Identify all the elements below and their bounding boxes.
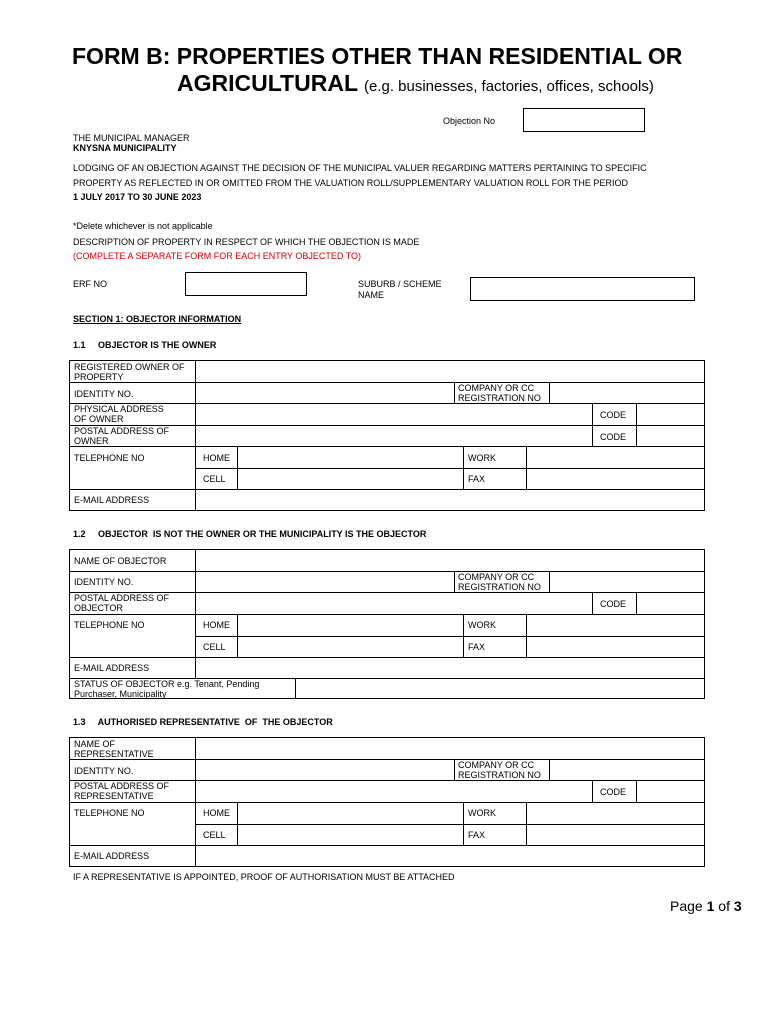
s12-telephone-label: TELEPHONE NO — [74, 620, 145, 630]
s12-heading: 1.2 OBJECTOR IS NOT THE OWNER OR THE MUNICIPALITY IS THE OBJECTOR — [73, 529, 427, 539]
s11-code-field-1[interactable] — [637, 404, 705, 425]
description-label: DESCRIPTION OF PROPERTY IN RESPECT OF WHICH THE OBJECTION IS MADE — [73, 237, 420, 247]
s12-table — [69, 549, 705, 699]
s12-postal-label: POSTAL ADDRESS OF OBJECTOR — [74, 593, 170, 613]
intro-period: 1 JULY 2017 TO 30 JUNE 2023 — [73, 192, 202, 202]
s11-code-label-2: CODE — [600, 432, 627, 442]
s12-email-field[interactable] — [196, 658, 705, 678]
section1-heading: SECTION 1: OBJECTOR INFORMATION — [73, 314, 242, 324]
delete-note: *Delete whichever is not applicable — [73, 221, 213, 231]
s13-cell-label: CELL — [203, 830, 226, 840]
s11-company-label: COMPANY OR CC REGISTRATION NO — [458, 383, 541, 403]
s12-company-field[interactable] — [550, 572, 705, 592]
erf-label: ERF NO — [73, 279, 108, 289]
s11-company-field[interactable] — [550, 383, 705, 403]
addressee-line1: THE MUNICIPAL MANAGER — [73, 133, 190, 143]
s11-postal-label: POSTAL ADDRESS OF OWNER — [74, 426, 170, 446]
intro-line1: LODGING OF AN OBJECTION AGAINST THE DECISION OF THE MUNICIPAL VALUER REGARDING MATTERS PERTAINING TO SPECIFIC — [73, 163, 647, 173]
s13-email-field[interactable] — [196, 846, 705, 866]
addressee-line2: KNYSNA MUNICIPALITY — [73, 143, 177, 153]
objection-no-label: Objection No — [443, 116, 496, 126]
s12-cell-label: CELL — [203, 642, 226, 652]
s11-heading: 1.1 OBJECTOR IS THE OWNER — [73, 340, 217, 350]
s12-name-field[interactable] — [196, 551, 705, 571]
s12-identity-field[interactable] — [196, 572, 454, 592]
s13-heading: 1.3 AUTHORISED REPRESENTATIVE OF THE OBJECTOR — [73, 717, 333, 727]
s11-identity-label: IDENTITY NO. — [74, 389, 134, 399]
s11-home-label: HOME — [203, 453, 230, 463]
s11-postal-field[interactable] — [196, 426, 592, 446]
suburb-label-1: SUBURB / SCHEME — [358, 279, 442, 289]
s11-work-label: WORK — [468, 453, 496, 463]
s12-work-label: WORK — [468, 620, 496, 630]
s13-fax-field[interactable] — [527, 825, 705, 845]
s13-email-label: E-MAIL ADDRESS — [74, 851, 150, 861]
s11-physical-label: PHYSICAL ADDRESS OF OWNER — [74, 404, 164, 424]
s13-name-field[interactable] — [196, 739, 705, 759]
s11-work-field[interactable] — [527, 447, 705, 468]
s11-email-label: E-MAIL ADDRESS — [74, 495, 150, 505]
s13-telephone-label: TELEPHONE NO — [74, 808, 145, 818]
footer-note: IF A REPRESENTATIVE IS APPOINTED, PROOF OF AUTHORISATION MUST BE ATTACHED — [73, 872, 455, 882]
s12-name-label: NAME OF OBJECTOR — [74, 556, 167, 566]
page-number: Page 1 of 3 — [670, 898, 742, 914]
s12-work-field[interactable] — [527, 615, 705, 636]
s13-code-field[interactable] — [637, 781, 705, 802]
s11-physical-field[interactable] — [196, 404, 592, 425]
s12-home-label: HOME — [203, 620, 230, 630]
s12-code-field[interactable] — [637, 593, 705, 614]
s12-identity-label: IDENTITY NO. — [74, 577, 134, 587]
s13-identity-label: IDENTITY NO. — [74, 766, 134, 776]
s13-postal-label: POSTAL ADDRESS OF REPRESENTATIVE — [74, 781, 170, 801]
s11-owner-field[interactable] — [196, 362, 705, 382]
form-title-main: AGRICULTURAL — [177, 70, 358, 96]
objection-no-field[interactable] — [523, 108, 645, 132]
suburb-label-2: NAME — [358, 290, 385, 300]
s13-name-label: NAME OF REPRESENTATIVE — [74, 739, 154, 759]
s13-fax-label: FAX — [468, 830, 486, 840]
s11-identity-field[interactable] — [196, 383, 454, 403]
s12-status-field[interactable] — [296, 679, 705, 699]
s13-home-label: HOME — [203, 808, 230, 818]
s11-owner-label: REGISTERED OWNER OF PROPERTY — [74, 362, 185, 382]
s11-table — [69, 360, 705, 511]
s11-code-label-1: CODE — [600, 410, 627, 420]
intro-line2: PROPERTY AS REFLECTED IN OR OMITTED FROM THE VALUATION ROLL/SUPPLEMENTARY VALUATION ROLL FOR THE PERIOD — [73, 178, 628, 188]
s13-work-field[interactable] — [527, 803, 705, 824]
form-title-line2 — [177, 70, 654, 97]
s13-cell-field[interactable] — [238, 825, 463, 845]
s11-cell-field[interactable] — [238, 469, 463, 489]
form-title-subtitle: (e.g. businesses, factories, offices, schools) — [363, 78, 654, 95]
s13-company-label: COMPANY OR CC REGISTRATION NO — [458, 760, 541, 780]
s12-company-label: COMPANY OR CC REGISTRATION NO — [458, 572, 541, 592]
s13-code-label: CODE — [600, 787, 627, 797]
s12-status-label: STATUS OF OBJECTOR e.g. Tenant, Pending Purchaser, Municipality — [74, 679, 260, 699]
s11-home-field[interactable] — [238, 447, 463, 468]
s11-fax-label: FAX — [468, 474, 486, 484]
separate-form-note: (COMPLETE A SEPARATE FORM FOR EACH ENTRY OBJECTED TO) — [73, 251, 362, 261]
suburb-field[interactable] — [470, 277, 695, 301]
s11-telephone-label: TELEPHONE NO — [74, 453, 145, 463]
s12-fax-field[interactable] — [527, 637, 705, 657]
s11-fax-field[interactable] — [527, 469, 705, 489]
s12-home-field[interactable] — [238, 615, 463, 636]
s13-work-label: WORK — [468, 808, 496, 818]
s13-table — [69, 737, 705, 867]
s12-code-label: CODE — [600, 599, 627, 609]
s13-home-field[interactable] — [238, 803, 463, 824]
form-title-line1: FORM B: PROPERTIES OTHER THAN RESIDENTIAL OR — [72, 43, 683, 69]
s12-fax-label: FAX — [468, 642, 486, 652]
s11-cell-label: CELL — [203, 474, 226, 484]
erf-field[interactable] — [185, 272, 307, 296]
s11-email-field[interactable] — [196, 490, 705, 510]
s12-email-label: E-MAIL ADDRESS — [74, 663, 150, 673]
s13-company-field[interactable] — [550, 760, 705, 780]
s13-identity-field[interactable] — [196, 760, 454, 780]
s11-code-field-2[interactable] — [637, 426, 705, 446]
s12-cell-field[interactable] — [238, 637, 463, 657]
s13-postal-field[interactable] — [196, 781, 592, 802]
s12-postal-field[interactable] — [196, 593, 592, 614]
